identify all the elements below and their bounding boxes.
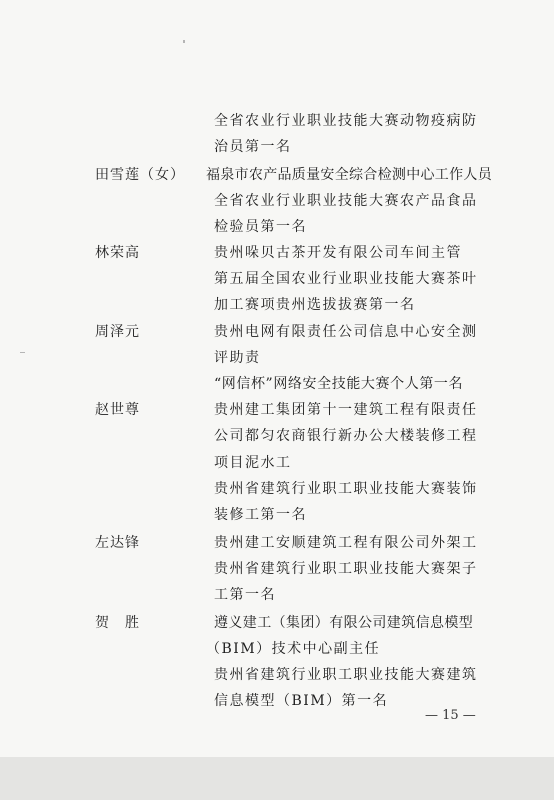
entry-text-line: 项目泥水工 <box>214 455 292 471</box>
entry-text-line: 信息模型（BIM）第一名 <box>214 693 389 709</box>
viewer-bottom-band <box>0 757 554 800</box>
entry-text-line: 贵州省建筑行业职工职业技能大赛建筑 <box>214 667 478 683</box>
entry-text-line: 贵州建工集团第十一建筑工程有限责任 <box>214 402 478 418</box>
entry-text-line: 第五届全国农业行业职业技能大赛茶叶 <box>214 271 478 287</box>
awardee-name: 赵世尊 <box>95 402 140 418</box>
entry-text-line: 治员第一名 <box>214 139 292 155</box>
entry-text-line: 贵州电网有限责任公司信息中心安全测 <box>214 324 478 340</box>
awardee-name: 贺 胜 <box>95 615 140 631</box>
entry-text-line: 遵义建工（集团）有限公司建筑信息模型 <box>214 615 474 631</box>
entry-text-line: 工第一名 <box>214 587 276 603</box>
entry-text-line: 评助责 <box>214 350 261 366</box>
awardee-name: 周泽元 <box>95 324 140 340</box>
entry-text-line: 贵州哚贝古茶开发有限公司车间主管 <box>214 245 462 261</box>
entry-text-line: 福泉市农产品质量安全综合检测中心工作人员 <box>206 167 492 183</box>
page-number: — 15 — <box>425 708 476 723</box>
entry-text-line: 检验员第一名 <box>214 219 307 235</box>
entry-text-line: 公司都匀农商银行新办公大楼装修工程 <box>214 428 478 444</box>
entry-text-line: 贵州建工安顺建筑工程有限公司外架工 <box>214 535 478 551</box>
awardee-name: 左达锋 <box>95 535 140 551</box>
entry-text-line: 加工赛项贵州选拔拔赛第一名 <box>214 297 416 313</box>
awardee-name: 田雪莲（女） <box>95 167 185 183</box>
entry-text-line: 贵州省建筑行业职工职业技能大赛装饰 <box>214 481 478 497</box>
entry-text-line: 全省农业行业职业技能大赛农产品食品 <box>214 193 478 209</box>
entry-text-line: “网信杯”网络安全技能大赛个人第一名 <box>214 376 464 392</box>
entry-text-line: 全省农业行业职业技能大赛动物疫病防 <box>214 113 478 129</box>
scan-speck <box>20 352 25 353</box>
entry-text-line: 贵州省建筑行业职工职业技能大赛架子 <box>214 561 478 577</box>
awardee-name: 林荣高 <box>95 245 140 261</box>
scan-speck <box>183 40 185 43</box>
entry-text-line: 装修工第一名 <box>214 507 307 523</box>
entry-text-line: （BIM）技术中心副主任 <box>206 641 381 657</box>
